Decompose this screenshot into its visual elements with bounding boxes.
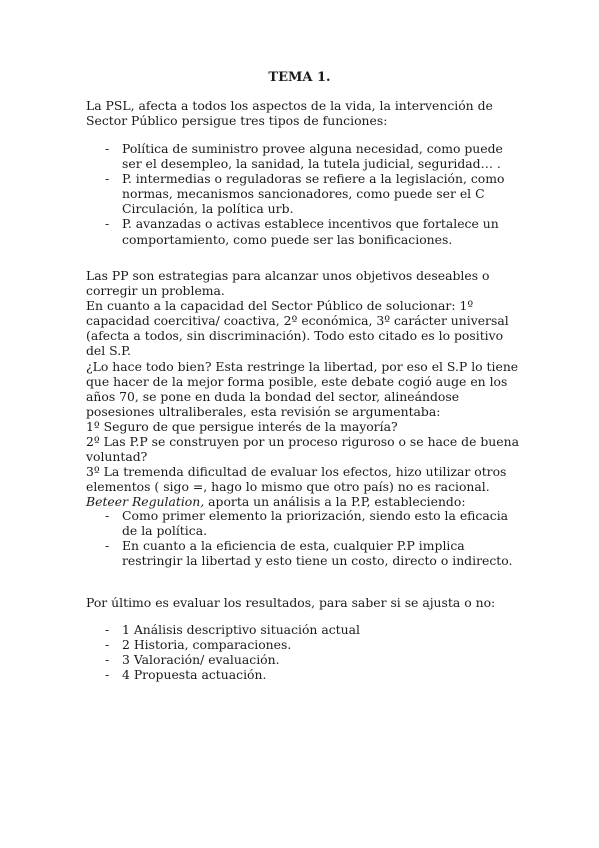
dash-bullet: - <box>105 508 110 523</box>
functions-list-item <box>86 171 526 216</box>
pp-paragraph: 3º La tremenda dificultad de evaluar los efectos, hizo utilizar otros elementos ( sigo =, hago lo mismo que otro país) no es racional. <box>86 464 507 495</box>
dash-bullet: - <box>105 667 110 683</box>
pp-paragraph: Las PP son estrategias para alcanzar unos objetivos deseables o corregir un problema. <box>86 268 490 299</box>
dash-bullet: - <box>105 171 110 187</box>
dash-bullet: - <box>105 538 110 554</box>
pp-paragraph: En cuanto a la capacidad del Sector Público de solucionar: 1º capacidad coercitiva/ coactiva, 2º económica, 3º carácter universal (afecta a todos, sin discriminación). Todo esto citado es lo positivo del S.P. <box>86 298 509 359</box>
pp-paragraph: ¿Lo hace todo bien? Esta restringe la libertad, por eso el S.P lo tiene que hacer de la mejor forma posible, este debate cogió auge en los años 70, se pone en duda la bondad del sector, alineándose posesiones ultraliberales, esta revisión se argumentaba: <box>86 358 519 419</box>
dash-bullet: - <box>105 637 110 653</box>
intro-paragraph: La PSL, afecta a todos los aspectos de la vida, la intervención de Sector Público persigue tres tipos de funciones: <box>86 98 493 129</box>
regulation-list-item <box>86 538 526 568</box>
document-title: TEMA 1. <box>268 70 331 85</box>
evaluation-item-text: 4 Propuesta actuación. <box>122 667 267 683</box>
evaluation-list-item <box>86 637 526 652</box>
pp-paragraph: 2º Las P.P se construyen por un proceso riguroso o se hace de buena voluntad? <box>86 434 519 465</box>
evaluation-list-item <box>86 667 526 682</box>
better-regulation-term: Beteer Regulation, <box>86 494 205 510</box>
pp-section <box>86 268 526 510</box>
evaluation-list-item <box>86 622 526 637</box>
functions-item-text: Política de suministro provee alguna necesidad, como puede ser el desempleo, la sanidad, la tutela judicial, seguridad… . <box>122 141 503 172</box>
outro-paragraph: Por último es evaluar los resultados, para saber si se ajusta o no: <box>86 595 496 610</box>
evaluation-list-block <box>86 622 526 682</box>
functions-list <box>86 141 526 247</box>
regulation-list-block <box>86 508 526 568</box>
pp-paragraph: 1º Seguro de que persigue interés de la mayoría? <box>86 418 398 434</box>
dash-bullet: - <box>105 216 110 232</box>
functions-item-text: P. intermedias o reguladoras se refiere a la legislación, como normas, mecanismos sancionadores, como puede ser el C Circulación, la política urb. <box>122 171 505 217</box>
dash-bullet: - <box>105 141 110 156</box>
dash-bullet: - <box>105 622 110 637</box>
regulation-list-item <box>86 508 526 538</box>
regulation-item-text: En cuanto a la eficiencia de esta, cualquier P.P implica restringir la libertad y esto tiene un costo, directo o indirecto. <box>122 538 513 569</box>
evaluation-list-item <box>86 652 526 667</box>
better-regulation-text: aporta un análisis a la P.P, estableciendo: <box>204 494 466 510</box>
evaluation-item-text: 1 Análisis descriptivo situación actual <box>122 622 360 637</box>
evaluation-list <box>86 622 526 682</box>
evaluation-item-text: 3 Valoración/ evaluación. <box>122 652 280 668</box>
regulation-list <box>86 508 526 568</box>
functions-item-text: P. avanzadas o activas establece incentivos que fortalece un comportamiento, como puede ser las bonificaciones. <box>122 216 499 247</box>
functions-list-item <box>86 141 526 171</box>
functions-list-item <box>86 216 526 246</box>
regulation-item-text: Como primer elemento la priorización, siendo esto la eficacia de la política. <box>122 508 509 539</box>
functions-list-block <box>86 141 526 247</box>
evaluation-item-text: 2 Historia, comparaciones. <box>122 637 292 653</box>
dash-bullet: - <box>105 652 110 668</box>
